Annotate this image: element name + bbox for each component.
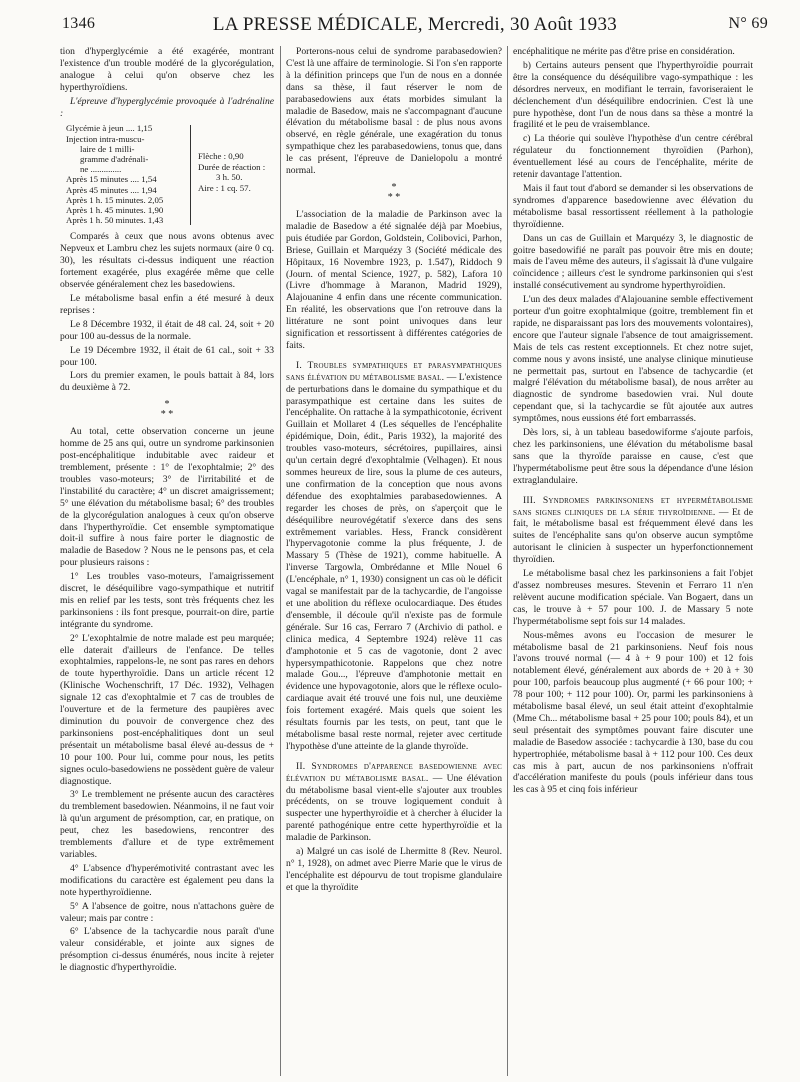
table-row: Après 1 h. 15 minutes. 2,05 [66,194,164,205]
paragraph: L'association de la maladie de Parkinson avec la maladie de Basedow a été signalée déjà par Moebius, puis étudiée par Gordon, Goldstein, Colibovici, Parhon, Briese, Guillain et Marquézy 3 (Société médicale des Hôpitaux, 16 Novembre 1923, p. 1.547), Riddoch 9 (Journ. of mental Science, 1927, p. 582), Lafora 10 (Livre d'hommage à Maranon, Madrid 1929), Alajouanine 4 enfin dans une récente communication. En réalité, les observations que l'on retrouve dans la littérature ne sont point univoques dans leur signification et ressortissent à différentes catégories de faits. [286,208,502,351]
paragraph: 2° L'exophtalmie de notre malade est peu marquée; elle daterait d'ailleurs de l'enfance. De telles exophtalmies, rappelons-le, ne sont pas rares en dehors de toute hyperthyroïdie. Dans un article récent 12 (Klinische Wochenschrift, 17 Déc. 1932), Velhagen signale 12 cas d'exophtalmie et 7 cas de troubles de l'ouverture et de la fermeture des paupières avec diminution du pouvoir de convergence chez des parkinsoniens post-encéphalitiques dont un seul présentait un métabolisme basal élevé au-dessus de + 10 pour 100. Pour lui, comme pour nous, les petits signes oculo-basedowiens ne possèdent guère de valeur diagnostique. [60,632,274,787]
page-number: 1346 [62,15,96,32]
paragraph-text: — Et de fait, le métabolisme basal est fréquemment élevé dans les suites de l'encéphalite sans qu'on observe aucun symptôme autorisant le clinicien à suspecter un hyperfonctionnement thyroïdien. [513,506,753,566]
paragraph: Le métabolisme basal enfin a été mesuré à deux reprises : [60,293,274,316]
paragraph: Le métabolisme basal chez les parkinsoniens a fait l'objet d'assez nombreuses mesures. Stevenin et Ferraro 11 n'en relèvent aucune modification spéciale. Van Bogaert, dans un cas, le trouve à + 57 pour 100. J. de Massary 5 note l'hypermétabolisme sept fois sur 14 malades. [513,568,753,627]
summary-line: Aire : 1 cq. 57. [198,182,251,193]
paragraph: Le 8 Décembre 1932, il était de 48 cal. 24, soit + 20 pour 100 au-dessus de la normale. [60,318,274,342]
paragraph-text: — Une élévation du métabolisme basal vient-elle s'ajouter aux troubles précédents, on se trouve logiquement conduit à suspecter une hyperthyroïdie et à chercher à élucider la parenté pathogénique entre cette hyperthyroïdie et la maladie de Parkinson. [286,772,502,844]
section-heading: II. Syndromes d'apparence basedowienne avec élévation du métabolisme basal. [286,760,502,784]
table-row: Après 15 minutes .... 1,54 [66,174,157,185]
paragraph: Au total, cette observation concerne un jeune homme de 25 ans qui, outre un syndrome parkinsonien post-encéphalitique indubitable avec raideur et tremblement, présente : 1° de l'exophtalmie; 2° des troubles vaso-moteurs; 3° de l'irritabilité et de l'instabilité du caractère; 4° un discret amaigrissement; 5° une élévation du métabolisme basal; 6° des troubles de la glycorégulation analogues à ceux qu'on observe dans l'hyperthyroïdie. Cet ensemble symptomatique doit-il suffire à nous faire porter le diagnostic de maladie de Basedow ? Nous ne le pensons pas, et cela pour plusieurs raisons : [60,426,274,569]
section-stars: * * * [160,399,174,421]
section-heading: I. Troubles sympathiques et parasympathiques sans élévation du métabolisme basal. [286,359,502,383]
paragraph: encéphalitique ne mérite pas d'être prise en considération. [513,46,735,57]
paragraph: Nous-mêmes avons eu l'occasion de mesurer le métabolisme basal de 21 parkinsoniens. Neuf fois nous l'avons trouvé normal (— 4 à + 9 pour 100) et 12 fois notablement élevé, généralement aux abords de + 20 à + 30 pour 100, parfois beaucoup plus augmenté (+ 66 pour 100; + 78 pour 100; + 112 pour 100). Or, parmi les parkinsoniens à métabolisme basal élevé, un seul était atteint d'exophtalmie (Mme Ch... métabolisme basal + 25 pour 100; pouls 84), et un seul présentait des symptômes pouvant faire discuter une maladie de Basedow associée : tachycardie à 130, base du cou hypertrophiée, métabolisme basal à + 112 pour 100. Ces deux cas mis à part, aucun de nos parkinsoniens n'offrait d'accélération manifeste du pouls (pouls inférieur dans tous les cas à 95 et cinq fois inférieur [513,629,753,796]
paragraph: 6° L'absence de la tachycardie nous paraît d'une valeur considérable, et jointe aux signes de présomption ci-dessus énumérés, nous incite à rejeter le diagnostic d'hyperthyroïdie. [60,926,274,974]
table-row: laire de 1 milli- [80,143,135,154]
paragraph: 5° A l'absence de goitre, nous n'attachons guère de valeur; mais par contre : [60,900,274,924]
section-paragraph [286,360,502,753]
paragraph: b) Certains auteurs pensent que l'hyperthyroïdie pourrait être la conséquence du déséquilibre vago-sympathique : les désordres nerveux, en modifiant le terrain, favoriseraient le déclenchement d'un déséquilibre endocrinien. C'est là une pure hypothèse, dont l'un de nous dans sa thèse a montré la fragilité et le peu de vraisemblance. [513,59,753,131]
column-rule-1 [280,46,281,1076]
section-stars: * * * [387,181,401,203]
table-row: gramme d'adrénali- [80,154,149,165]
paragraph-text: — L'existence de perturbations dans le domaine du sympathique et du parasympathique est certaine dans les suites de l'encéphalite. On rattache à la sympathicotonie, écrivent Guillain et Mollaret 4 (Les séquelles de l'encéphalite épidémique, Doin, édit., Paris 1932), la majorité des troubles vaso-moteurs, sécrétoires, pupillaires, ainsi qu'un certain degré d'exophtalmie (Velhagen). Et nous sommes heureux de lire, sous la plume de ces auteurs, une confirmation de la conception que nous avons défendue des exophtalmies parabasedowiennes. A regarder les choses de près, on s'aperçoit que le déséquilibre neurovégétatif s'exerce dans des sens extrêmement variables. Hess, Franck considèrent l'hypervagotonie comme la plus fréquente, J. de Massary 5 (Thèse de 1921), comme habituelle. A l'inverse Targowla, Ombrédanne et Mlle Nouel 6 (L'encéphale, n° 1, 1930) consignent un cas où le déficit vagal se manifestait par de la tachycardie, de l'angoisse et une abolition du réflexe oculocardiaque. Des études d'ensemble, il découle qu'il n'existe pas de formule générale. Sur 16 cas, Ferraro 7 (Archivio di pathol. e clinica medica, 4 Septembre 1924) relève 11 cas d'amphotonie et 5 cas de vagotonie, dont 2 avec hypersympathicotonie. Rappelons que chez notre malade Gou..., l'épreuve d'amphotonie mettait en évidence une hypovagotonie, alors que le réflexe oculo-cardiaque avait été trouvé une fois nul, une deuxième fois fortement exagéré. Mais quels que soient les résultats fournis par les tests, on peut, tant que le métabolisme basal reste normal, rejeter avec certitude l'hypothèse d'une atteinte de la glande thyroïde. [286,371,502,752]
section-heading: III. Syndromes parkinsoniens et hypermétabolisme sans signes cliniques de la série thyroïdienne. [513,494,753,518]
paragraph: 4° L'absence d'hyperémotivité contrastant avec les modifications du caractère est également peu dans la note hyperthyroïdienne. [60,862,274,898]
paragraph: Lors du premier examen, le pouls battait à 84, lors du deuxième à 72. [60,370,274,394]
issue-number: N° 69 [728,15,768,32]
paragraph: L'un des deux malades d'Alajouanine semble effectivement porteur d'un goitre exophtalmique (goitre, tremblement fin et rapide, ne disparaissant pas lors des mouvements volontaires), encore que l'auteur signale l'absence de tout amaigrissement. Mais de tels cas restent exceptionnels. Et chez notre sujet, comme nous y avons insisté, une analyse clinique minutieuse ne permettait pas, surtout en l'absence de tachycardie (et malgré l'élévation du métabolisme basal), de nous arrêter au diagnostic de syndrome basedowien vrai. Nul doute cependant que, si la tachycardie se fût ajoutée aux autres symptômes, nous eussions été fort embarrassés. [513,294,753,425]
summary-line: Flèche : 0,90 [198,151,244,162]
column-3 [513,46,753,1076]
table-row: Après 1 h. 45 minutes. 1,90 [66,205,164,216]
paragraph: 3° Le tremblement ne présente aucun des caractères du tremblement basedowien. Néanmoins, il ne faut voir là qu'un argument de présomption, car, en pratique, on peut, chez les basedowiens, rencontrer des tremblements d'allure et de type extrêmement variables. [60,789,274,860]
paragraph: Mais il faut tout d'abord se demander si les observations de syndromes d'apparence basedowienne avec élévation du métabolisme basal ressortissent réellement à la pathologie thyroïdienne. [513,182,753,230]
paragraph: Le 19 Décembre 1932, il était de 61 cal., soit + 33 pour 100. [60,344,274,368]
summary-line: 3 h. 50. [216,172,243,183]
glycemia-table [66,123,274,225]
page-header [62,14,768,36]
paragraph: 1° Les troubles vaso-moteurs, l'amaigrissement discret, le déséquilibre vago-sympathique et nutritif mis en relief par les tests, sont très fréquents chez les parkinsoniens : ils font presque, pourrait-on dire, partie intégrante du syndrome. [60,571,274,630]
table-row: Après 1 h. 50 minutes. 1,43 [66,215,164,226]
table-row: ne .............. [80,164,122,175]
paragraph: c) La théorie qui soulève l'hypothèse d'un centre cérébral régulateur du fonctionnement thyroïdien (Parhon), éventuellement lésé au cours de l'encéphalite, mérite de retenir davantage l'attention. [513,133,753,181]
paragraph: a) Malgré un cas isolé de Lhermitte 8 (Rev. Neurol. n° 1, 1928), on admet avec Pierre Marie que le virus de l'encéphalite est dépourvu de tout tropisme glandulaire et que la thyroïdite [286,846,502,893]
paragraph: Dans un cas de Guillain et Marquézy 3, le diagnostic de goitre basedowifié ne paraît pas pouvoir être mis en doute; mais de l'aveu même des auteurs, il s'agissait là d'une vulgaire coïncidence ; ailleurs c'est le syndrome parkinsonien qui s'est installé consécutivement au syndrome hyperthyroïdien. [513,232,753,292]
journal-title: LA PRESSE MÉDICALE, Mercredi, 30 Août 1933 [212,14,618,35]
paragraph: Comparés à ceux que nous avons obtenus avec Nepveux et Lambru chez les sujets normaux (aire 0 cq. 30), les résultats ci-dessus indiquent une réaction fortement exagérée, plus exagérée même que celle observée généralement chez les basedowiens. [60,231,274,291]
table-summary [198,151,265,193]
column-1 [60,46,274,1076]
paragraph: L'épreuve d'hyperglycémie provoquée à l'adrénaline : [60,95,274,119]
paragraph: tion d'hyperglycémie a été exagérée, montrant l'existence d'un trouble modéré de la glycorégulation, analogue à celui qu'on observe chez les hyperthyroïdiens. [60,46,274,93]
paragraph: Dès lors, si, à un tableau basedowiforme s'ajoute parfois, chez les parkinsoniens, une élévation du métabolisme basal sans que la thyroïde paraisse en cause, c'est que l'hypermétabolisme peut être sous la dépendance d'une lésion extraglandulaire. [513,427,753,486]
table-brace [184,125,191,225]
column-2 [286,46,502,1076]
column-rule-2 [507,46,508,1076]
table-row: Glycémie à jeun .... 1,15 [66,123,153,134]
paragraph: Porterons-nous celui de syndrome parabasedowien? C'est là une affaire de terminologie. Si l'on s'en rapporte à la définition princeps que l'un de nous en a donnée dans sa thèse, il faut réserver le nom de parabasedowiens aux états morbides simulant la maladie de Basedow, mais ne s'accompagnant d'aucune élévation du métabolisme basal : de plus nous avons observé, en règle générale, une exagération du tonus sympathique chez les parabasedowiens, tonus que, dans le cas présent, l'épreuve de Danielopolu a montré normal. [286,46,502,177]
summary-line: Durée de réaction : [198,161,266,172]
table-row: Injection intra-muscu- [66,133,145,144]
section-paragraph [286,761,502,844]
table-row: Après 45 minutes .... 1,94 [66,184,157,195]
section-paragraph [513,495,753,566]
